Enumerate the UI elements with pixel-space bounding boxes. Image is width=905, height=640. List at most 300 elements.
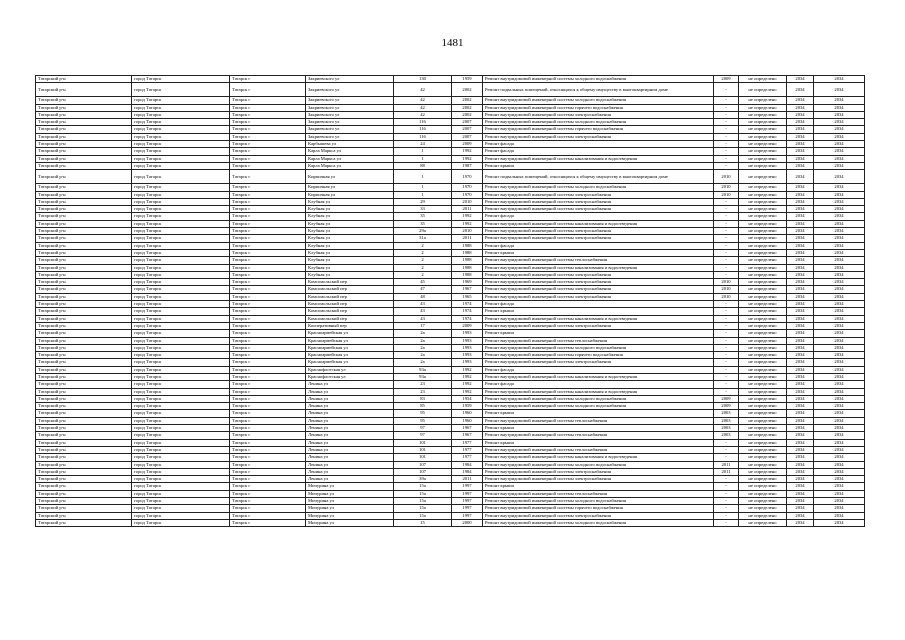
street-cell: Кирпичная ул [306, 191, 394, 198]
street-cell: Закриевского ул [306, 126, 394, 133]
street-cell: Краснофлотская ул [306, 366, 394, 373]
status-cell: не определено [739, 198, 787, 205]
status-cell: не определено [739, 83, 787, 97]
last-repair-year-cell: - [714, 249, 739, 256]
municipality-cell: город Татарск [132, 439, 230, 446]
municipality-cell: город Татарск [132, 97, 230, 104]
last-repair-year-cell: - [714, 352, 739, 359]
house-number-cell: 2а [394, 352, 452, 359]
municipality-cell: город Татарск [132, 388, 230, 395]
locality-cell: Татарск г [230, 498, 306, 505]
year-built-cell: 1984 [452, 468, 483, 475]
status-cell: не определено [739, 454, 787, 461]
municipality-cell: город Татарск [132, 366, 230, 373]
year-built-cell: 1988 [452, 271, 483, 278]
street-cell: Мичурина ул [306, 490, 394, 497]
plan-end-cell: 2034 [814, 308, 865, 315]
house-number-cell: 43 [394, 315, 452, 322]
status-cell: не определено [739, 119, 787, 126]
plan-start-cell: 2034 [787, 395, 814, 402]
district-cell: Татарский р-н [36, 388, 132, 395]
last-repair-year-cell: - [714, 228, 739, 235]
last-repair-year-cell: - [714, 242, 739, 249]
district-cell: Татарский р-н [36, 141, 132, 148]
locality-cell: Татарск г [230, 512, 306, 519]
district-cell: Татарский р-н [36, 468, 132, 475]
street-cell: Клубная ул [306, 249, 394, 256]
table-row [36, 395, 865, 402]
plan-start-cell: 2034 [787, 410, 814, 417]
street-cell: Клубная ул [306, 271, 394, 278]
year-built-cell: 2010 [452, 228, 483, 235]
plan-start-cell: 2034 [787, 512, 814, 519]
last-repair-year-cell: 2010 [714, 170, 739, 184]
plan-end-cell: 2034 [814, 83, 865, 97]
plan-end-cell: 2034 [814, 359, 865, 366]
district-cell: Татарский р-н [36, 104, 132, 111]
house-number-cell: 97 [394, 432, 452, 439]
work-type-cell: Ремонт внутридомовой инженерной системы электроснабжения [483, 279, 714, 286]
work-type-cell: Ремонт фасада [483, 242, 714, 249]
last-repair-year-cell: - [714, 155, 739, 162]
plan-start-cell: 2034 [787, 322, 814, 329]
table-row [36, 257, 865, 264]
plan-end-cell: 2034 [814, 133, 865, 140]
plan-end-cell: 2034 [814, 271, 865, 278]
district-cell: Татарский р-н [36, 133, 132, 140]
year-built-cell: 1988 [452, 242, 483, 249]
locality-cell: Татарск г [230, 403, 306, 410]
house-number-cell: 116 [394, 133, 452, 140]
status-cell: не определено [739, 344, 787, 351]
plan-start-cell: 2034 [787, 133, 814, 140]
work-type-cell: Ремонт внутридомовой инженерной системы канализования и водоотведения [483, 454, 714, 461]
last-repair-year-cell: - [714, 206, 739, 213]
plan-end-cell: 2034 [814, 461, 865, 468]
year-built-cell: 2010 [452, 198, 483, 205]
street-cell: Красноармейская ул [306, 344, 394, 351]
work-type-cell: Ремонт внутридомовой инженерной системы холодного водоснабжения [483, 461, 714, 468]
plan-start-cell: 2034 [787, 148, 814, 155]
district-cell: Татарский р-н [36, 395, 132, 402]
status-cell: не определено [739, 191, 787, 198]
street-cell: Карла Маркса ул [306, 162, 394, 169]
year-built-cell: 1997 [452, 512, 483, 519]
year-built-cell: 1988 [452, 257, 483, 264]
last-repair-year-cell: - [714, 301, 739, 308]
last-repair-year-cell: - [714, 359, 739, 366]
municipality-cell: город Татарск [132, 505, 230, 512]
last-repair-year-cell: 2010 [714, 286, 739, 293]
locality-cell: Татарск г [230, 133, 306, 140]
plan-start-cell: 2034 [787, 505, 814, 512]
plan-start-cell: 2034 [787, 76, 814, 83]
table-row [36, 417, 865, 424]
status-cell: не определено [739, 104, 787, 111]
house-number-cell: 93а [394, 366, 452, 373]
table-row [36, 271, 865, 278]
table-row [36, 235, 865, 242]
municipality-cell: город Татарск [132, 126, 230, 133]
year-built-cell: 2000 [452, 519, 483, 526]
work-type-cell: Ремонт внутридомовой инженерной системы электроснабжения [483, 359, 714, 366]
plan-end-cell: 2034 [814, 454, 865, 461]
locality-cell: Татарск г [230, 388, 306, 395]
plan-end-cell: 2034 [814, 352, 865, 359]
house-number-cell: 2а [394, 330, 452, 337]
work-type-cell: Ремонт внутридомовой инженерной системы холодного водоснабжения [483, 344, 714, 351]
district-cell: Татарский р-н [36, 461, 132, 468]
table-row [36, 505, 865, 512]
year-built-cell: 1993 [452, 344, 483, 351]
plan-start-cell: 2034 [787, 359, 814, 366]
status-cell: не определено [739, 170, 787, 184]
table-row [36, 83, 865, 97]
table-row [36, 126, 865, 133]
year-built-cell: 1992 [452, 381, 483, 388]
year-built-cell: 1960 [452, 410, 483, 417]
municipality-cell: город Татарск [132, 293, 230, 300]
plan-end-cell: 2034 [814, 388, 865, 395]
status-cell: не определено [739, 206, 787, 213]
house-number-cell: 101 [394, 454, 452, 461]
house-number-cell: 15а [394, 505, 452, 512]
plan-start-cell: 2034 [787, 446, 814, 453]
status-cell: не определено [739, 271, 787, 278]
work-type-cell: Ремонт внутридомовой инженерной системы электроснабжения [483, 468, 714, 475]
plan-end-cell: 2034 [814, 446, 865, 453]
last-repair-year-cell: 2003 [714, 410, 739, 417]
plan-start-cell: 2034 [787, 344, 814, 351]
street-cell: Комсомольский пер [306, 308, 394, 315]
work-type-cell: Ремонт внутридомовой инженерной системы теплоснабжения [483, 490, 714, 497]
last-repair-year-cell: - [714, 148, 739, 155]
plan-start-cell: 2034 [787, 519, 814, 526]
municipality-cell: город Татарск [132, 133, 230, 140]
plan-end-cell: 2034 [814, 198, 865, 205]
table-row [36, 133, 865, 140]
year-built-cell: 2007 [452, 133, 483, 140]
street-cell: Ленина ул [306, 395, 394, 402]
district-cell: Татарский р-н [36, 505, 132, 512]
plan-start-cell: 2034 [787, 228, 814, 235]
year-built-cell: 1965 [452, 293, 483, 300]
house-number-cell: 2 [394, 249, 452, 256]
locality-cell: Татарск г [230, 308, 306, 315]
street-cell: Карла Маркса ул [306, 148, 394, 155]
municipality-cell: город Татарск [132, 148, 230, 155]
locality-cell: Татарск г [230, 439, 306, 446]
municipality-cell: город Татарск [132, 344, 230, 351]
street-cell: Мичурина ул [306, 483, 394, 490]
table-row [36, 476, 865, 483]
street-cell: Ленина ул [306, 454, 394, 461]
status-cell: не определено [739, 446, 787, 453]
municipality-cell: город Татарск [132, 417, 230, 424]
plan-start-cell: 2034 [787, 198, 814, 205]
district-cell: Татарский р-н [36, 519, 132, 526]
year-built-cell: 1992 [452, 155, 483, 162]
district-cell: Татарский р-н [36, 330, 132, 337]
status-cell: не определено [739, 461, 787, 468]
plan-start-cell: 2034 [787, 417, 814, 424]
locality-cell: Татарск г [230, 476, 306, 483]
house-number-cell: 15а [394, 512, 452, 519]
plan-end-cell: 2034 [814, 498, 865, 505]
work-type-cell: Ремонт фасада [483, 381, 714, 388]
status-cell: не определено [739, 483, 787, 490]
work-type-cell: Ремонт внутридомовой инженерной системы электроснабжения [483, 293, 714, 300]
district-cell: Татарский р-н [36, 439, 132, 446]
table-row [36, 439, 865, 446]
status-cell: не определено [739, 322, 787, 329]
year-built-cell: 1997 [452, 498, 483, 505]
district-cell: Татарский р-н [36, 359, 132, 366]
year-built-cell: 1993 [452, 330, 483, 337]
work-type-cell: Ремонт внутридомовой инженерной системы холодного водоснабжения [483, 498, 714, 505]
district-cell: Татарский р-н [36, 410, 132, 417]
plan-end-cell: 2034 [814, 512, 865, 519]
work-type-cell: Ремонт внутридомовой инженерной системы электроснабжения [483, 133, 714, 140]
house-number-cell: 1 [394, 155, 452, 162]
table-row [36, 170, 865, 184]
last-repair-year-cell: 2009 [714, 395, 739, 402]
street-cell: Кирпичная ул [306, 170, 394, 184]
table-row [36, 76, 865, 83]
street-cell: Ленина ул [306, 461, 394, 468]
work-type-cell: Ремонт крыши [483, 439, 714, 446]
locality-cell: Татарск г [230, 148, 306, 155]
year-built-cell: 1967 [452, 286, 483, 293]
plan-end-cell: 2034 [814, 249, 865, 256]
municipality-cell: город Татарск [132, 337, 230, 344]
status-cell: не определено [739, 308, 787, 315]
plan-end-cell: 2034 [814, 206, 865, 213]
table-row [36, 104, 865, 111]
year-built-cell: 1997 [452, 483, 483, 490]
municipality-cell: город Татарск [132, 381, 230, 388]
house-number-cell: 39а [394, 476, 452, 483]
last-repair-year-cell: - [714, 162, 739, 169]
work-type-cell: Ремонт внутридомовой инженерной системы электроснабжения [483, 228, 714, 235]
work-type-cell: Ремонт крыши [483, 425, 714, 432]
locality-cell: Татарск г [230, 483, 306, 490]
year-built-cell: 2002 [452, 97, 483, 104]
plan-start-cell: 2034 [787, 220, 814, 227]
locality-cell: Татарск г [230, 213, 306, 220]
locality-cell: Татарск г [230, 141, 306, 148]
year-built-cell: 1997 [452, 490, 483, 497]
table-row [36, 352, 865, 359]
plan-end-cell: 2034 [814, 373, 865, 380]
work-type-cell: Ремонт внутридомовой инженерной системы холодного водоснабжения [483, 395, 714, 402]
plan-end-cell: 2034 [814, 264, 865, 271]
street-cell: Клубная ул [306, 242, 394, 249]
house-number-cell: 2а [394, 337, 452, 344]
municipality-cell: город Татарск [132, 162, 230, 169]
year-built-cell: 1988 [452, 249, 483, 256]
street-cell: Красноармейская ул [306, 359, 394, 366]
table-row [36, 111, 865, 118]
last-repair-year-cell: 2003 [714, 417, 739, 424]
last-repair-year-cell: - [714, 322, 739, 329]
locality-cell: Татарск г [230, 337, 306, 344]
plan-start-cell: 2034 [787, 483, 814, 490]
table-row [36, 315, 865, 322]
house-number-cell: 83 [394, 395, 452, 402]
district-cell: Татарский р-н [36, 264, 132, 271]
house-number-cell: 42 [394, 104, 452, 111]
work-type-cell: Ремонт крыши [483, 483, 714, 490]
year-built-cell: 2002 [452, 111, 483, 118]
municipality-cell: город Татарск [132, 498, 230, 505]
work-type-cell: Ремонт внутридомовой инженерной системы горячего водоснабжения [483, 505, 714, 512]
street-cell: Комсомольский пер [306, 279, 394, 286]
plan-start-cell: 2034 [787, 119, 814, 126]
last-repair-year-cell: - [714, 83, 739, 97]
plan-end-cell: 2034 [814, 141, 865, 148]
plan-end-cell: 2034 [814, 191, 865, 198]
district-cell: Татарский р-н [36, 228, 132, 235]
street-cell: Кирпичная ул [306, 184, 394, 191]
work-type-cell: Ремонт внутридомовой инженерной системы теплоснабжения [483, 417, 714, 424]
municipality-cell: город Татарск [132, 271, 230, 278]
plan-start-cell: 2034 [787, 330, 814, 337]
street-cell: Ленина ул [306, 388, 394, 395]
status-cell: не определено [739, 432, 787, 439]
street-cell: Клубная ул [306, 228, 394, 235]
locality-cell: Татарск г [230, 111, 306, 118]
street-cell: Ленина ул [306, 439, 394, 446]
work-type-cell: Ремонт фасада [483, 141, 714, 148]
year-built-cell: 2011 [452, 476, 483, 483]
house-number-cell: 31а [394, 235, 452, 242]
last-repair-year-cell: - [714, 220, 739, 227]
table-row [36, 454, 865, 461]
municipality-cell: город Татарск [132, 373, 230, 380]
plan-end-cell: 2034 [814, 432, 865, 439]
house-number-cell: 45 [394, 279, 452, 286]
district-cell: Татарский р-н [36, 119, 132, 126]
last-repair-year-cell: - [714, 97, 739, 104]
status-cell: не определено [739, 264, 787, 271]
plan-start-cell: 2034 [787, 155, 814, 162]
work-type-cell: Ремонт внутридомовой инженерной системы электроснабжения [483, 235, 714, 242]
municipality-cell: город Татарск [132, 301, 230, 308]
plan-end-cell: 2034 [814, 366, 865, 373]
plan-end-cell: 2034 [814, 322, 865, 329]
work-type-cell: Ремонт подвальных помещений, относящихся к общему имуществу в многоквартирном доме [483, 83, 714, 97]
table-row [36, 373, 865, 380]
table-row [36, 220, 865, 227]
year-built-cell: 1954 [452, 395, 483, 402]
status-cell: не определено [739, 505, 787, 512]
status-cell: не определено [739, 76, 787, 83]
district-cell: Татарский р-н [36, 206, 132, 213]
house-number-cell: 2 [394, 242, 452, 249]
status-cell: не определено [739, 359, 787, 366]
district-cell: Татарский р-н [36, 279, 132, 286]
locality-cell: Татарск г [230, 271, 306, 278]
district-cell: Татарский р-н [36, 366, 132, 373]
table-row [36, 381, 865, 388]
district-cell: Татарский р-н [36, 337, 132, 344]
plan-end-cell: 2034 [814, 111, 865, 118]
work-type-cell: Ремонт внутридомовой инженерной системы электроснабжения [483, 322, 714, 329]
house-number-cell: 95 [394, 417, 452, 424]
year-built-cell: 1969 [452, 279, 483, 286]
year-built-cell: 1967 [452, 432, 483, 439]
house-number-cell: 130 [394, 76, 452, 83]
table-body [36, 76, 865, 527]
table-row [36, 279, 865, 286]
plan-end-cell: 2034 [814, 228, 865, 235]
year-built-cell: 1997 [452, 505, 483, 512]
plan-end-cell: 2034 [814, 381, 865, 388]
work-type-cell: Ремонт фасада [483, 213, 714, 220]
plan-end-cell: 2034 [814, 301, 865, 308]
status-cell: не определено [739, 519, 787, 526]
status-cell: не определено [739, 301, 787, 308]
work-type-cell: Ремонт внутридомовой инженерной системы канализования и водоотведения [483, 264, 714, 271]
last-repair-year-cell: - [714, 476, 739, 483]
plan-start-cell: 2034 [787, 308, 814, 315]
plan-end-cell: 2034 [814, 184, 865, 191]
street-cell: Клубная ул [306, 206, 394, 213]
year-built-cell: 1993 [452, 359, 483, 366]
locality-cell: Татарск г [230, 242, 306, 249]
year-built-cell: 1992 [452, 373, 483, 380]
plan-start-cell: 2034 [787, 279, 814, 286]
year-built-cell: 1974 [452, 315, 483, 322]
locality-cell: Татарск г [230, 119, 306, 126]
last-repair-year-cell: - [714, 235, 739, 242]
last-repair-year-cell: - [714, 330, 739, 337]
house-number-cell: 107 [394, 461, 452, 468]
year-built-cell: 1974 [452, 308, 483, 315]
municipality-cell: город Татарск [132, 279, 230, 286]
municipality-cell: город Татарск [132, 235, 230, 242]
status-cell: не определено [739, 381, 787, 388]
locality-cell: Татарск г [230, 206, 306, 213]
locality-cell: Татарск г [230, 97, 306, 104]
work-type-cell: Ремонт внутридомовой инженерной системы горячего водоснабжения [483, 126, 714, 133]
plan-start-cell: 2034 [787, 454, 814, 461]
year-built-cell: 1959 [452, 76, 483, 83]
plan-start-cell: 2034 [787, 498, 814, 505]
status-cell: не определено [739, 257, 787, 264]
locality-cell: Татарск г [230, 191, 306, 198]
status-cell: не определено [739, 133, 787, 140]
plan-start-cell: 2034 [787, 301, 814, 308]
street-cell: Клубная ул [306, 257, 394, 264]
table-row [36, 191, 865, 198]
status-cell: не определено [739, 417, 787, 424]
locality-cell: Татарск г [230, 184, 306, 191]
work-type-cell: Ремонт внутридомовой инженерной системы холодного водоснабжения [483, 184, 714, 191]
street-cell: Закриевского ул [306, 83, 394, 97]
last-repair-year-cell: - [714, 366, 739, 373]
last-repair-year-cell: 2010 [714, 184, 739, 191]
table-row [36, 184, 865, 191]
district-cell: Татарский р-н [36, 446, 132, 453]
work-type-cell: Ремонт внутридомовой инженерной системы электроснабжения [483, 476, 714, 483]
municipality-cell: город Татарск [132, 198, 230, 205]
district-cell: Татарский р-н [36, 315, 132, 322]
plan-start-cell: 2034 [787, 206, 814, 213]
status-cell: не определено [739, 126, 787, 133]
district-cell: Татарский р-н [36, 170, 132, 184]
